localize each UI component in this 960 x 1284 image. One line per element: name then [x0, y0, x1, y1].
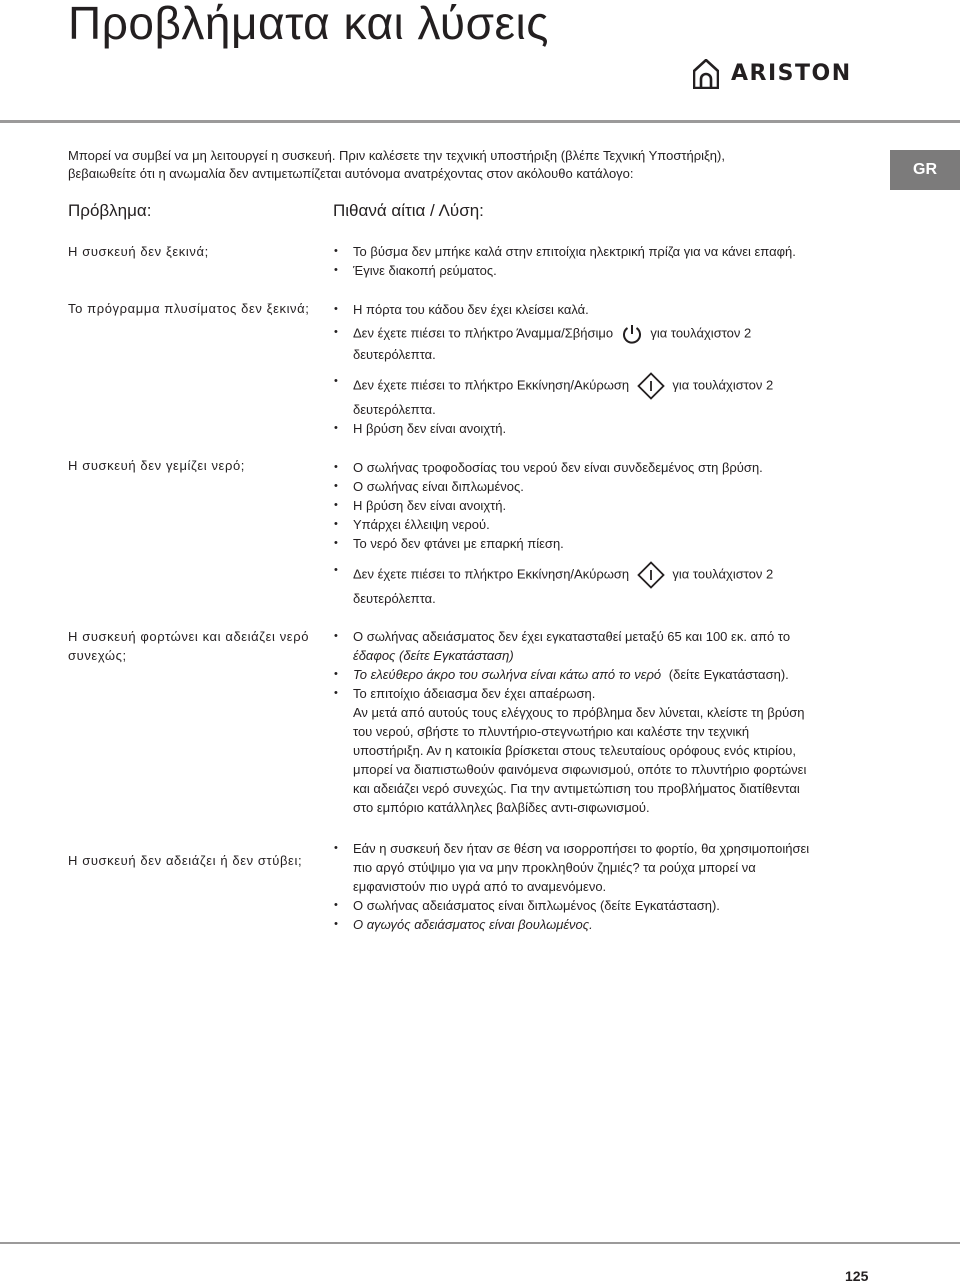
- brand-logo: [693, 58, 852, 90]
- cause-text: για τουλάχιστον 2: [672, 377, 774, 393]
- cause-continuation: δευτερόλεπτα.: [353, 347, 436, 362]
- intro-text: [68, 147, 848, 183]
- cause-continuation: Αν μετά από αυτούς τους ελέγχους το πρόβλημα δεν λύνεται, κλείστε τη βρύση: [353, 705, 805, 720]
- start-cancel-icon: [637, 372, 665, 400]
- cause-continuation: δευτερόλεπτα.: [353, 402, 436, 417]
- cause-item: • Το βύσμα δεν μπήκε καλά στην επιτοίχια ηλεκτρική πρίζα για να κάνει επαφή.: [333, 242, 893, 261]
- cause-continuation: στο εμπόριο κατάλληλες βαλβίδες αντι-σιφωνισμού.: [353, 800, 650, 815]
- cause-continuation: δευτερόλεπτα.: [353, 591, 436, 606]
- cause-text: Το ελεύθερο άκρο του σωλήνα είναι κάτω από το νερό: [353, 667, 662, 682]
- power-icon: [621, 323, 643, 345]
- intro-line-2: βεβαιωθείτε ότι η ανωμαλία δεν αντιμετωπίζεται αυτόνομα ανατρέχοντας στον ακόλουθο κατάλογο:: [68, 166, 634, 181]
- cause-item: • Ο σωλήνας τροφοδοσίας του νερού δεν είναι συνδεδεμένος στη βρύση.: [333, 458, 893, 477]
- cause-item: • Ο αγωγός αδειάσματος είναι βουλωμένος.: [333, 915, 893, 934]
- footer-divider: [0, 1242, 960, 1244]
- cause-item: • Η βρύση δεν είναι ανοιχτή.: [333, 496, 893, 515]
- cause-item: [333, 372, 893, 400]
- cause-text: Δεν έχετε πιέσει το πλήκτρο Εκκίνηση/Ακύρωση: [353, 566, 630, 582]
- cause-continuation: έδαφος (δείτε Εγκατάσταση): [353, 648, 514, 663]
- cause-item: • Ο σωλήνας αδειάσματος δεν έχει εγκατασταθεί μεταξύ 65 και 100 εκ. από το: [333, 627, 893, 646]
- cause-item: • Η βρύση δεν είναι ανοιχτή.: [333, 419, 893, 438]
- problem-label: Η συσκευή δεν ξεκινά;: [68, 244, 209, 259]
- cause-list: [333, 242, 893, 280]
- cause-list: [333, 458, 893, 608]
- cause-list: [333, 839, 893, 934]
- cause-text: (δείτε Εγκατάσταση).: [668, 667, 789, 682]
- intro-line-1: Μπορεί να συμβεί να μη λειτουργεί η συσκευή. Πριν καλέσετε την τεχνική υποστήριξη (βλέπε Τεχνική Υποστήριξη),: [68, 148, 725, 163]
- page-number: 125: [845, 1268, 869, 1284]
- cause-item: • Ο σωλήνας αδειάσματος είναι διπλωμένος (δείτε Εγκατάσταση).: [333, 896, 893, 915]
- header-divider: [0, 120, 960, 123]
- cause-text: Δεν έχετε πιέσει το πλήκτρο Άναμμα/Σβήσιμο: [353, 325, 614, 341]
- cause-continuation: μπορεί να διαπιστωθούν φαινόμενα σιφωνισμού, οπότε το πλυντήριο φορτώνει: [353, 762, 807, 777]
- cause-item: • Έγινε διακοπή ρεύματος.: [333, 261, 893, 280]
- problem-label: Το πρόγραμμα πλυσίματος δεν ξεκινά;: [68, 301, 310, 316]
- cause-continuation: και αδειάζει νερό συνεχώς. Για την αντιμετώπιση του προβλήματος διατίθενται: [353, 781, 800, 796]
- solution-column-heading: Πιθανά αίτια / Λύση:: [333, 201, 484, 220]
- cause-continuation: πιο αργό στύψιμο για να μην προκληθούν ζημιές? τα ρούχα μπορεί να: [353, 860, 756, 875]
- brand-name: ARISTON: [731, 61, 852, 86]
- cause-item: • Υπάρχει έλλειψη νερού.: [333, 515, 893, 534]
- cause-item: • Το νερό δεν φτάνει με επαρκή πίεση.: [333, 534, 893, 553]
- problem-label: Η συσκευή δεν γεμίζει νερό;: [68, 458, 245, 473]
- cause-text: για τουλάχιστον 2: [672, 566, 774, 582]
- cause-list: [333, 300, 893, 438]
- cause-item: • Η πόρτα του κάδου δεν έχει κλείσει καλά.: [333, 300, 893, 319]
- problem-label: Η συσκευή δεν αδειάζει ή δεν στύβει;: [68, 853, 303, 868]
- problem-column-heading: Πρόβλημα:: [68, 201, 152, 220]
- page-title: Προβλήματα και λύσεις: [68, 0, 549, 49]
- cause-item: [333, 561, 893, 589]
- start-cancel-icon: [637, 561, 665, 589]
- problem-label: Η συσκευή φορτώνει και αδειάζει νερό συνεχώς;: [68, 629, 310, 663]
- cause-text: Δεν έχετε πιέσει το πλήκτρο Εκκίνηση/Ακύρωση: [353, 377, 630, 393]
- cause-item: [333, 323, 893, 345]
- cause-item: • Το επιτοίχιο άδειασμα δεν έχει απαέρωση.: [333, 684, 893, 703]
- cause-continuation: υποστήριξη. Αν η κατοικία βρίσκεται στους τελευταίους ορόφους ενός κτιρίου,: [353, 743, 796, 758]
- cause-list: [333, 627, 893, 817]
- cause-continuation: εμφανιστούν πιο υγρά από το αναμενόμενο.: [353, 879, 607, 894]
- cause-text: για τουλάχιστον 2: [650, 325, 752, 341]
- house-logo-icon: [693, 59, 719, 89]
- cause-item: • Εάν η συσκευή δεν ήταν σε θέση να ισορροπήσει το φορτίο, θα χρησιμοποιήσει: [333, 839, 893, 858]
- cause-item: • Ο σωλήνας είναι διπλωμένος.: [333, 477, 893, 496]
- cause-item: [333, 665, 893, 684]
- language-tab: GR: [890, 150, 960, 190]
- cause-continuation: του νερού, σβήστε το πλυντήριο-στεγνωτήριο και καλέστε την τεχνική: [353, 724, 750, 739]
